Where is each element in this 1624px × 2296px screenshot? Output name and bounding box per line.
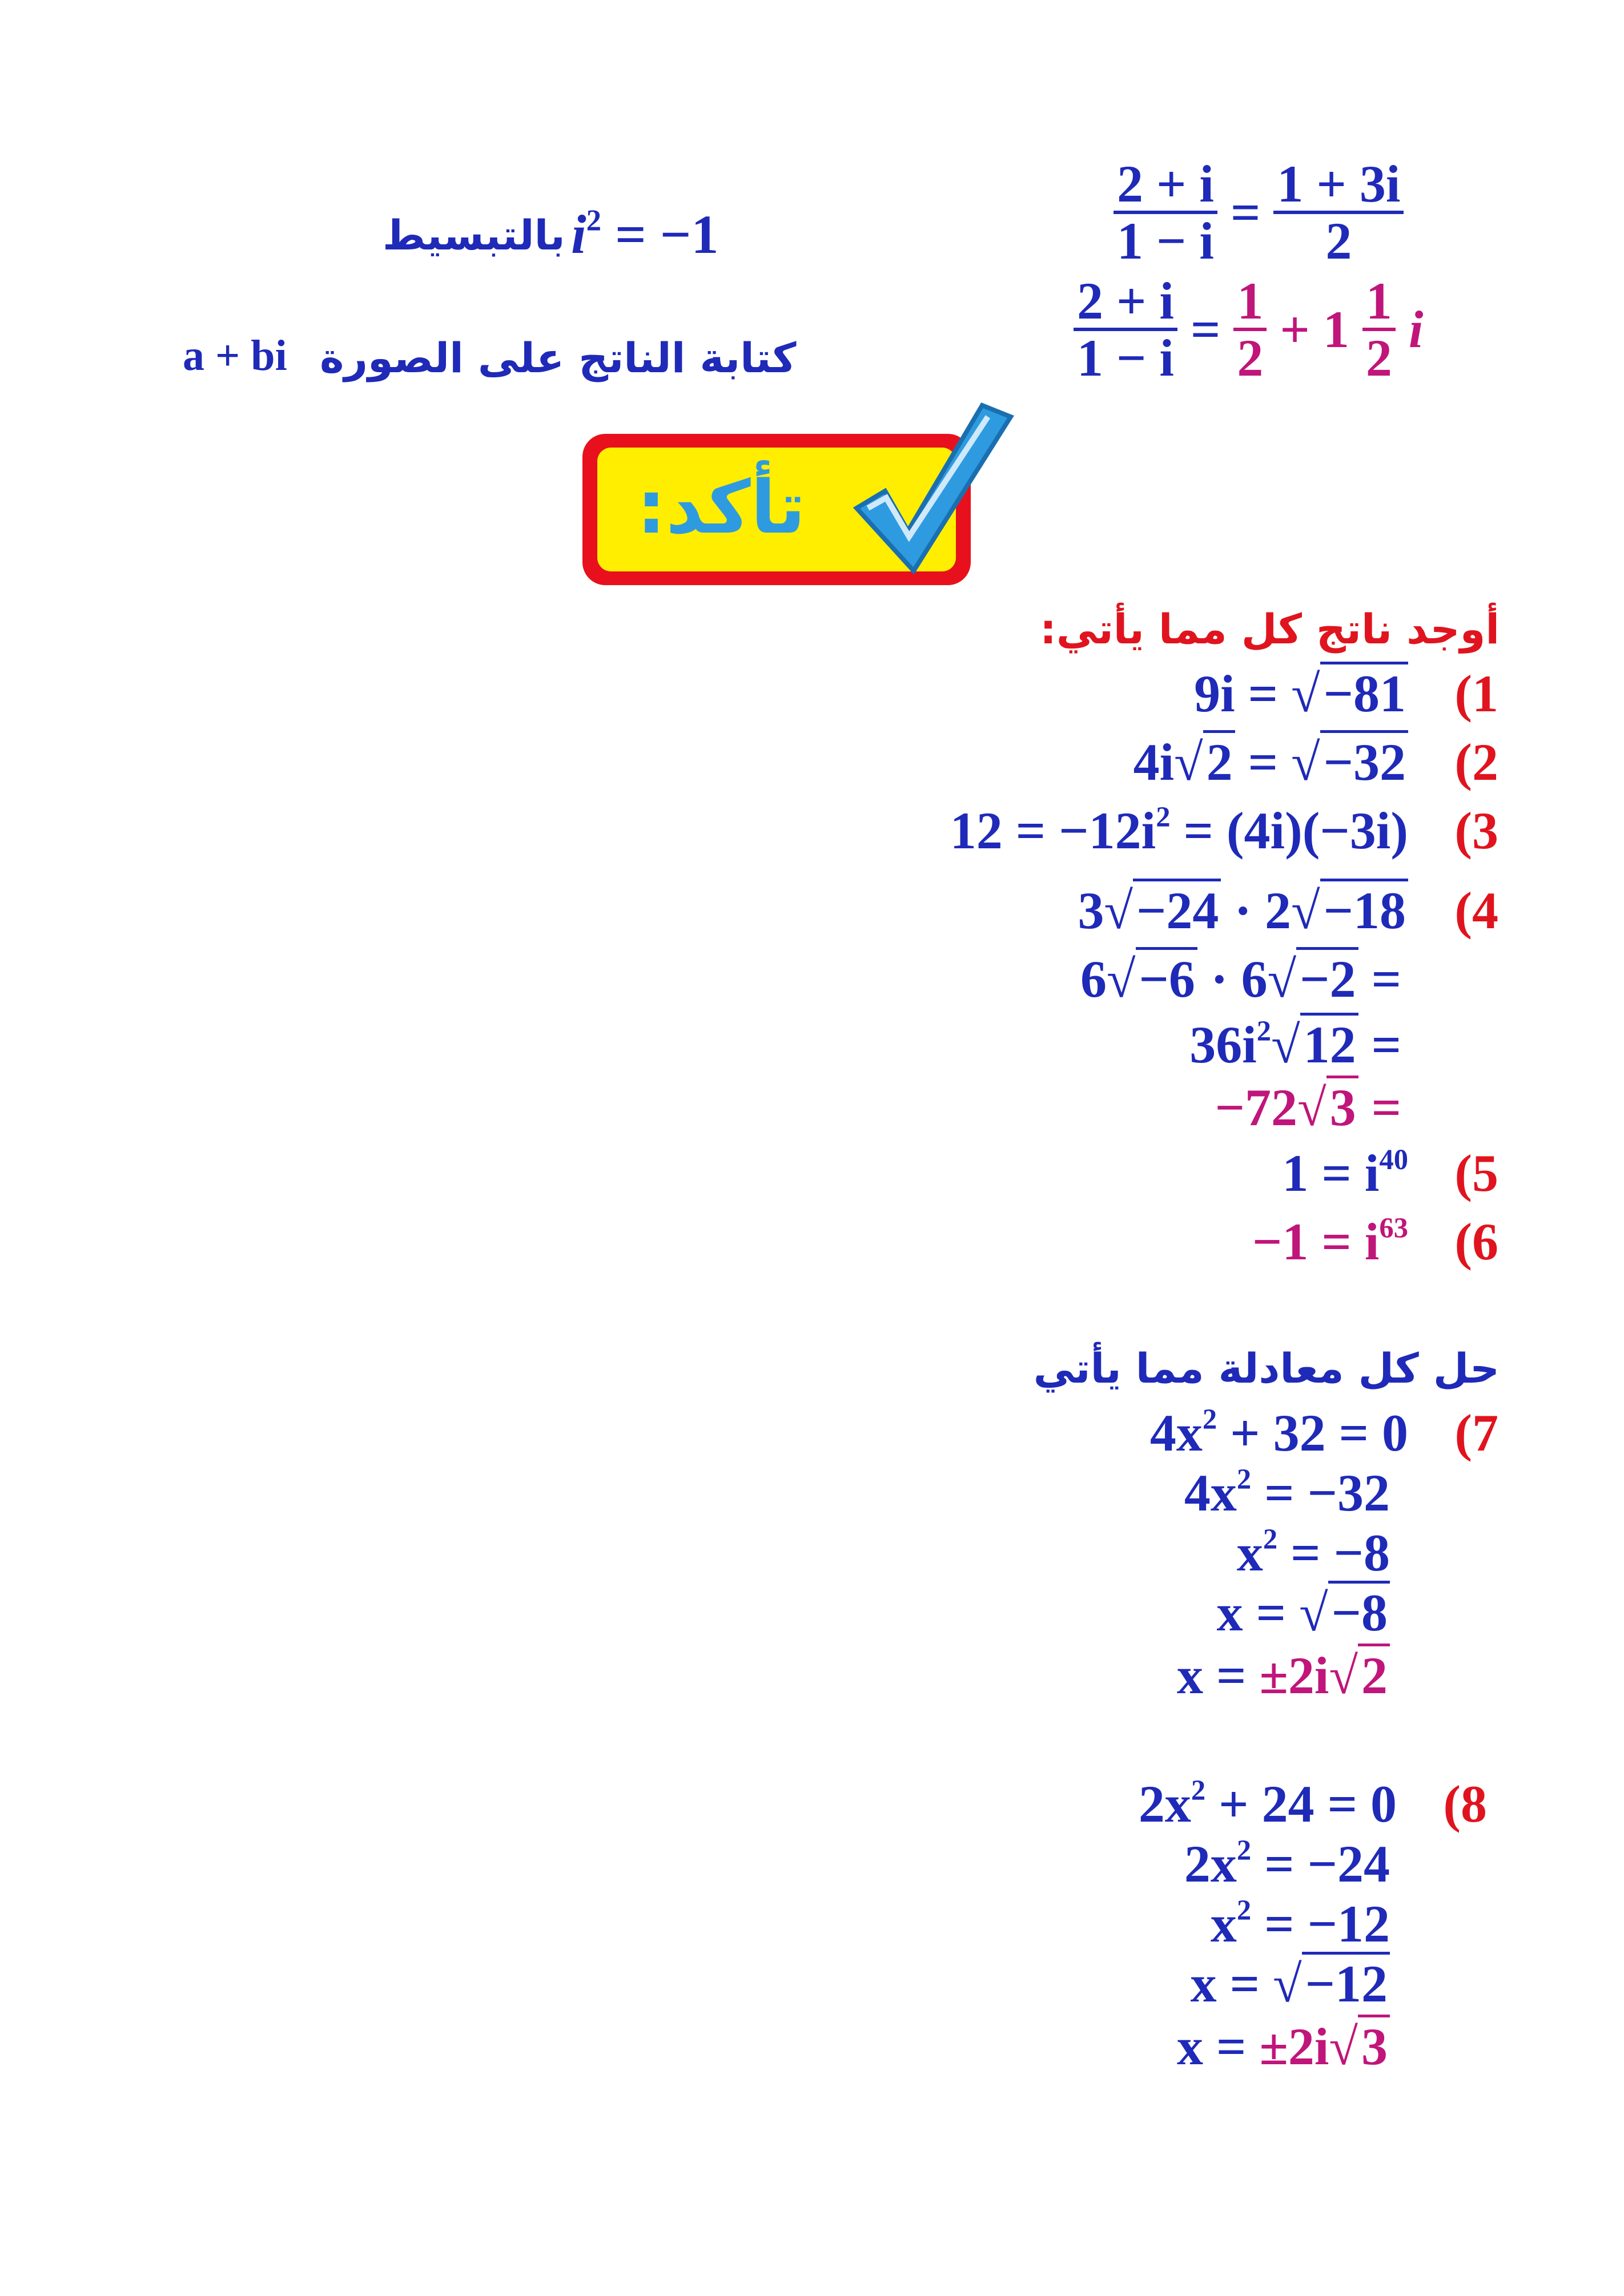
problem-label: (1 xyxy=(1454,664,1498,723)
eq7-line-5: x = ±2i√2 xyxy=(1177,1644,1390,1707)
eq8-line-2: $2x^2 = -24$ xyxy=(1184,1834,1390,1893)
eq8-line-3: $x^2 = -12$ xyxy=(1210,1894,1390,1953)
i-squared-identity: $i^2 = -1$ xyxy=(571,204,719,265)
eq7-line-4: x = √−8 xyxy=(1217,1581,1390,1644)
problem-6: $-1 = i^{63}$ (6 xyxy=(1252,1210,1498,1273)
section1-problems xyxy=(813,662,1498,1290)
write-form-expression: a + bi xyxy=(183,332,287,380)
problem-label: (5 xyxy=(1454,1144,1498,1202)
equation-8 xyxy=(973,1773,1487,2115)
problem-label: (8 xyxy=(1443,1775,1487,1833)
fraction-equation-1: $\frac{2 + i}{1 - i}$ = $\frac{1 + 3i}{2}$ xyxy=(1114,157,1404,268)
fraction-equation-2: $\frac{2 + i}{1 - i}$ = $\frac{1}{2}$ + 1 $\frac{1}{2}$ i xyxy=(1074,274,1423,385)
problem-label: (4 xyxy=(1454,881,1498,940)
section2-title: حل كل معادلة مما يأتي xyxy=(1033,1344,1500,1392)
banner-title: تأكد: xyxy=(637,465,806,550)
eq8-line-5: x = ±2i√3 xyxy=(1177,2015,1390,2078)
problem-label: (6 xyxy=(1454,1213,1498,1271)
problem-4-step-2: $36i^2√12$ = xyxy=(1189,1013,1401,1076)
eq7-line-3: $x^2 = -8$ xyxy=(1236,1523,1390,1582)
simplify-label: بالتبسيط xyxy=(383,211,565,259)
problem-4: 3√−24 · 2√−18 (4 xyxy=(1078,879,1498,942)
section1-title: أوجد ناتج كل مما يأتي: xyxy=(1040,605,1500,653)
problem-5: $1 = i^{40}$ (5 xyxy=(1282,1142,1498,1205)
write-form-label: كتابة الناتج على الصورة xyxy=(320,334,797,382)
eq8-line-1: $2x^2 + 24 = 0$ (8 xyxy=(1139,1773,1487,1835)
problem-label: (3 xyxy=(1454,801,1498,860)
eq8-line-4: x = √−12 xyxy=(1191,1952,1390,2015)
problem-4-step-1: 6√−6 · 6√−2 = xyxy=(1080,948,1401,1010)
eq7-line-2: $4x^2 = -32$ xyxy=(1184,1463,1390,1522)
problem-4-step-3: −72√3 = xyxy=(1215,1076,1401,1139)
problem-label: (2 xyxy=(1454,733,1498,791)
problem-1: 9i = √−81 (1 xyxy=(1194,662,1498,725)
problem-label: (7 xyxy=(1454,1404,1498,1462)
eq7-line-1: $4x^2 + 32 = 0$ (7 xyxy=(1150,1401,1498,1464)
checkmark-icon xyxy=(845,394,1016,582)
problem-3: $12 = -12i^2 = (4i)(-3i)$ (3 xyxy=(950,799,1498,862)
problem-2: 4i√2 = √−32 (2 xyxy=(1133,731,1498,793)
equation-7 xyxy=(984,1401,1498,1744)
confirm-banner xyxy=(582,434,971,585)
